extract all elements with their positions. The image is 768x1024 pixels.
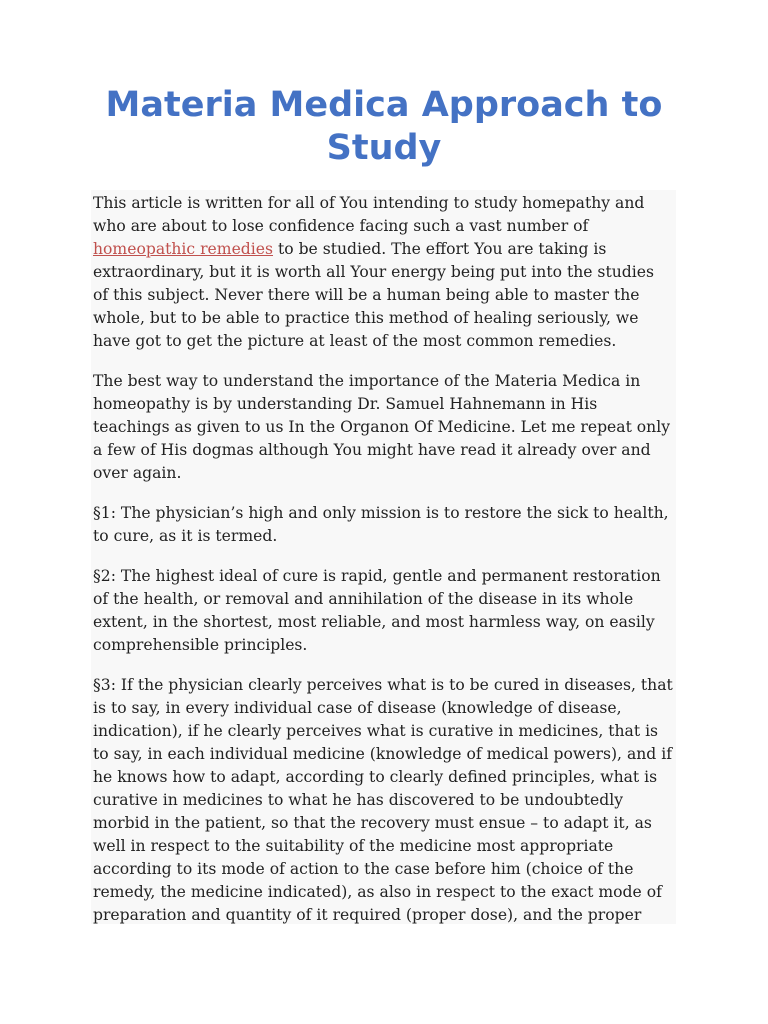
paragraph-intro bbox=[93, 192, 674, 353]
article-body bbox=[91, 190, 676, 924]
paragraph-section-2: §2: The highest ideal of cure is rapid, gentle and permanent restoration of the health, or removal and annihilation of the disease in its whole extent, in the shortest, most reliable, and most harmless way, on easily comprehensible principles. bbox=[93, 567, 661, 654]
intro-text-start: This article is written for all of You intending to study homepathy and who are about to lose confidence facing such a vast number of bbox=[93, 194, 645, 235]
paragraph-organon: The best way to understand the importance of the Materia Medica in homeopathy is by understanding Dr. Samuel Hahnemann in His teachings as given to us In the Organon Of Medicine. Let me repeat only a few of His dogmas although You might have read it already over and over again. bbox=[93, 372, 671, 482]
page-title: Materia Medica Approach to Study bbox=[105, 85, 663, 168]
intro-text-end: to be studied. The effort You are taking is extraordinary, but it is worth all Your energy being put into the studies of this subject. Never there will be a human being able to master the whole, but to be able to practice this method of healing seriously, we have got to get the picture at least of the most common remedies. bbox=[93, 240, 654, 350]
paragraph-section-3: §3: If the physician clearly perceives what is to be cured in diseases, that is to say, in every individual case of disease (knowledge of disease, indication), if he clearly perceives what is curative in medicines, that is to say, in each individual medicine (knowledge of medical powers), and if he knows how to adapt, according to clearly defined principles, what is curative in medicines to what he has discovered to be undoubtedly morbid in the patient, so that the recovery must ensue – to adapt it, as well in respect to the suitability of the medicine most appropriate according to its mode of action to the case before him (choice of the remedy, the medicine indicated), as also in respect to the exact mode of preparation and quantity of it required (proper dose), and the proper bbox=[93, 676, 673, 924]
homeopathic-remedies-link[interactable]: homeopathic remedies bbox=[93, 240, 273, 258]
paragraph-section-1: §1: The physician’s high and only mission is to restore the sick to health, to cure, as it is termed. bbox=[93, 504, 669, 545]
